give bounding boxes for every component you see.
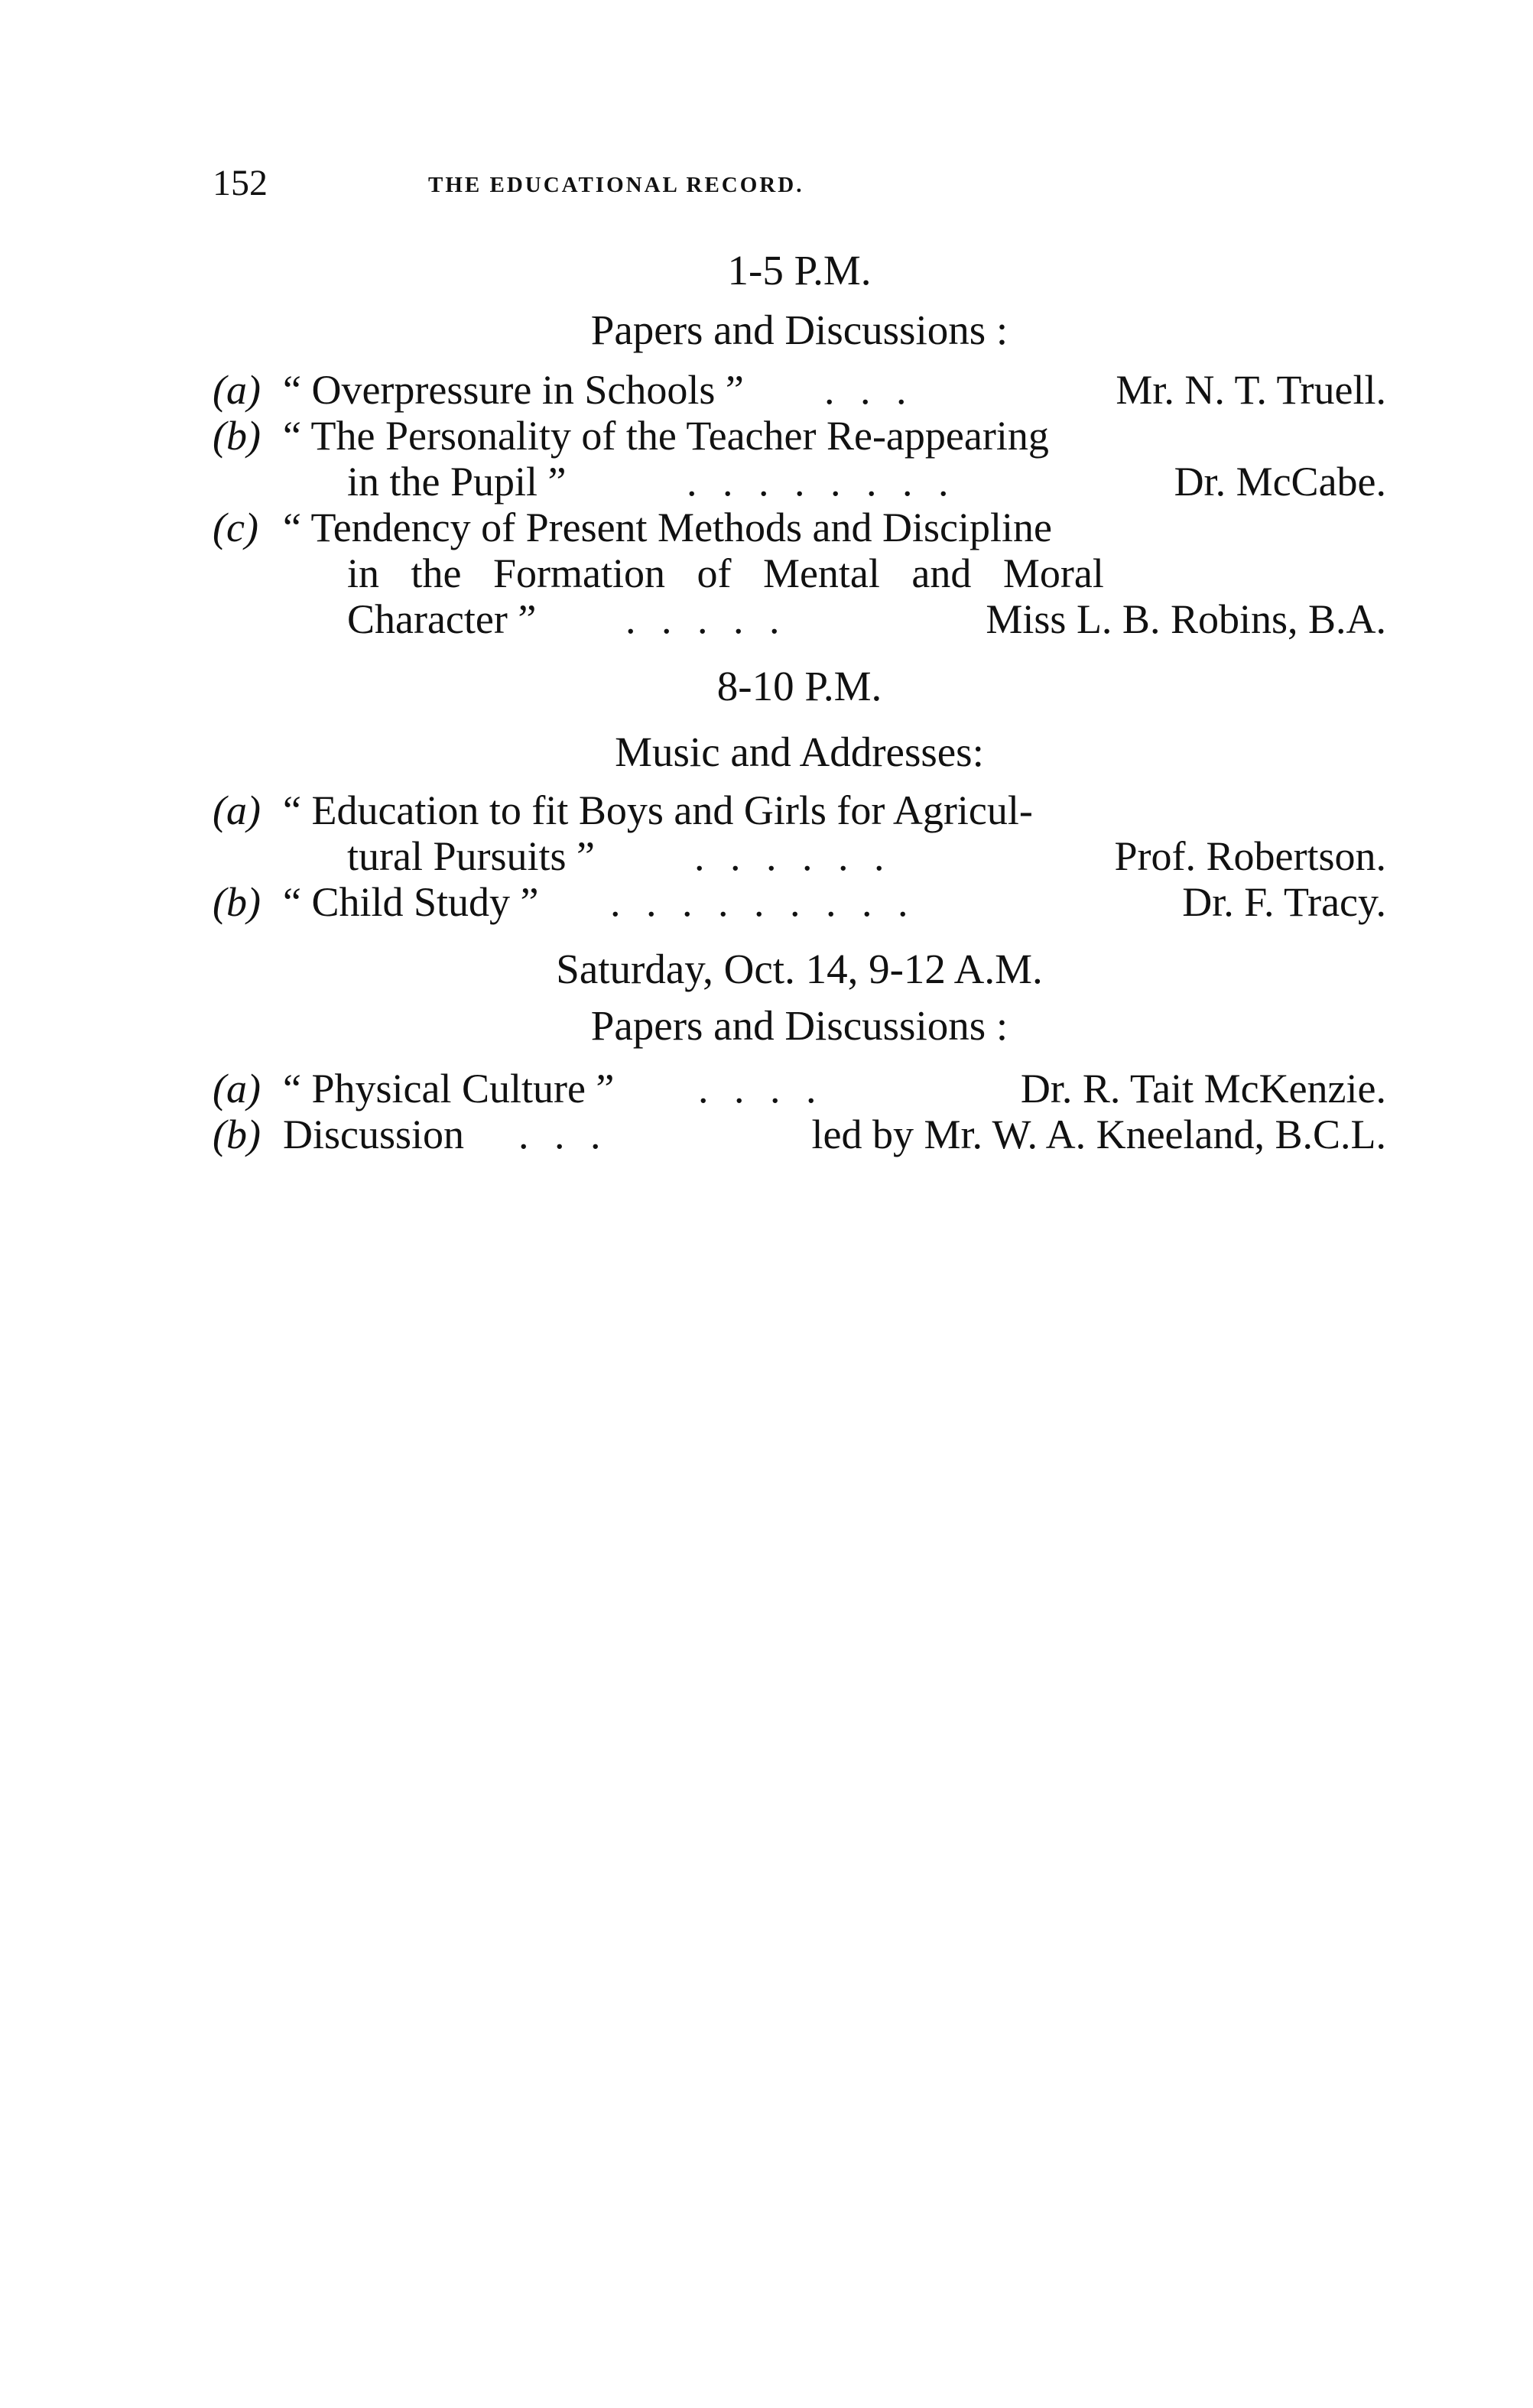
item-label: (a) bbox=[213, 787, 261, 833]
session-heading: Papers and Discussions : bbox=[590, 1002, 1008, 1049]
item-title-continued: Character ” bbox=[347, 596, 537, 642]
leader-dots: . . . . . . . . bbox=[687, 459, 957, 505]
programme-item bbox=[213, 1066, 1386, 1112]
item-label: (c) bbox=[213, 505, 258, 550]
item-title: “ The Personality of the Teacher Re-appearing bbox=[283, 413, 1049, 459]
running-title: THE EDUCATIONAL RECORD. bbox=[428, 173, 804, 197]
session-heading: Music and Addresses: bbox=[615, 729, 984, 775]
speaker-name: Dr. F. Tracy. bbox=[1182, 879, 1386, 925]
programme-item bbox=[213, 879, 1386, 925]
session-time: Saturday, Oct. 14, 9-12 A.M. bbox=[556, 946, 1043, 992]
leader-dots: . . . . . bbox=[625, 596, 788, 642]
item-label: (b) bbox=[213, 879, 261, 925]
programme-item bbox=[213, 367, 1386, 413]
speaker-name: Dr. McCabe. bbox=[1174, 459, 1386, 505]
item-title: Discussion bbox=[283, 1112, 465, 1157]
item-title-continued: in the Formation of Mental and Moral bbox=[347, 550, 1104, 596]
item-label: (a) bbox=[213, 367, 261, 413]
speaker-name: Dr. R. Tait McKenzie. bbox=[1020, 1066, 1386, 1112]
leader-dots: . . . . bbox=[698, 1066, 824, 1112]
programme-item bbox=[213, 1112, 1386, 1157]
item-label: (b) bbox=[213, 1112, 261, 1157]
speaker-name: Miss L. B. Robins, B.A. bbox=[986, 596, 1386, 642]
page-number: 152 bbox=[213, 163, 268, 203]
item-title: “ Education to fit Boys and Girls for Agricul- bbox=[283, 787, 1033, 833]
speaker-name: Prof. Robertson. bbox=[1114, 833, 1386, 879]
speaker-name: led by Mr. W. A. Kneeland, B.C.L. bbox=[811, 1112, 1386, 1157]
programme-item bbox=[213, 787, 1386, 879]
leader-dots: . . . . . . bbox=[694, 833, 892, 879]
item-title-continued: tural Pursuits ” bbox=[347, 833, 595, 879]
session-time: 1-5 P.M. bbox=[727, 247, 872, 294]
page-header bbox=[0, 164, 1533, 202]
programme-item bbox=[213, 505, 1386, 642]
item-title: “ Tendency of Present Methods and Discipline bbox=[283, 505, 1052, 550]
item-title-continued: in the Pupil ” bbox=[347, 459, 567, 505]
item-title: “ Physical Culture ” bbox=[283, 1066, 615, 1112]
leader-dots: . . . bbox=[518, 1112, 609, 1157]
leader-dots: . . . bbox=[824, 367, 914, 413]
session-heading: Papers and Discussions : bbox=[590, 307, 1008, 353]
item-label: (b) bbox=[213, 413, 261, 459]
session-time: 8-10 P.M. bbox=[716, 663, 882, 709]
item-title: “ Overpressure in Schools ” bbox=[283, 367, 744, 413]
leader-dots: . . . . . . . . . bbox=[610, 879, 916, 925]
speaker-name: Mr. N. T. Truell. bbox=[1116, 367, 1386, 413]
item-label: (a) bbox=[213, 1066, 261, 1112]
item-title: “ Child Study ” bbox=[283, 879, 539, 925]
programme-item bbox=[213, 413, 1386, 505]
